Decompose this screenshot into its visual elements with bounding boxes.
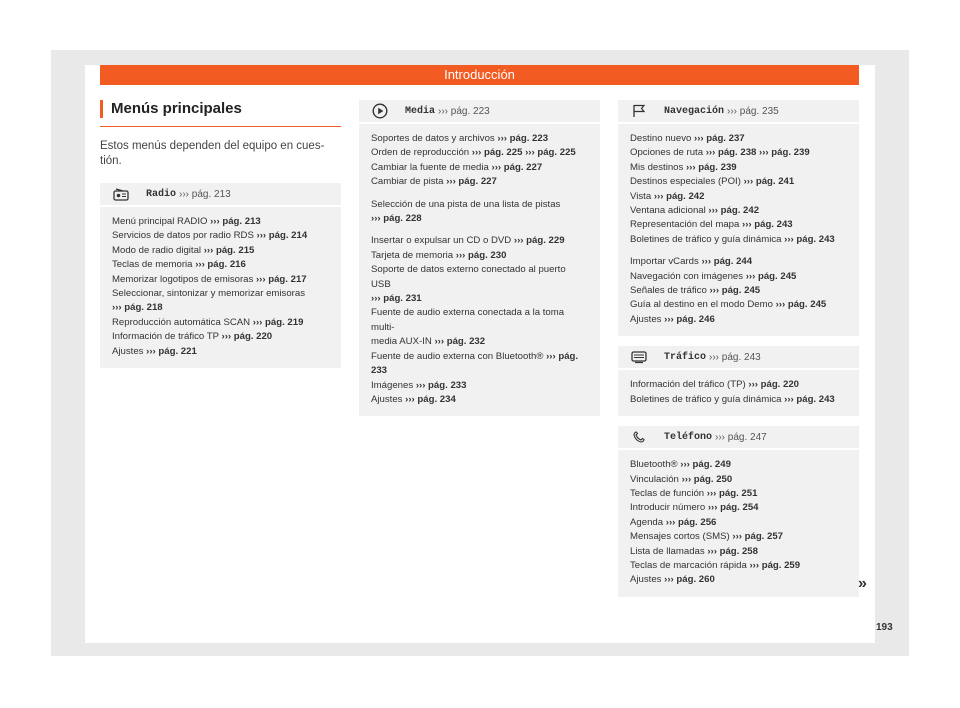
traffic-list [618, 370, 859, 416]
section-title: Menús principales [100, 100, 341, 118]
list-item-ref: ››› pág. 254 [707, 502, 759, 514]
list-gap [371, 190, 588, 198]
list-item-text: Información de tráfico TP [112, 331, 222, 343]
section-divider [100, 126, 341, 127]
navigation-box-header [618, 100, 859, 124]
media-ref: ››› pág. 223 [438, 105, 490, 117]
list-item-text: Vinculación [630, 473, 682, 485]
list-item-ref: ››› pág. 220 [748, 379, 800, 391]
list-item-ref: ››› pág. 241 [743, 176, 795, 188]
list-item-text: Navegación con imágenes [630, 270, 746, 282]
list-item [112, 215, 329, 229]
phone-list [618, 450, 859, 597]
traffic-box-header [618, 346, 859, 370]
list-item-text: Menú principal RADIO [112, 216, 211, 227]
phone-title: Teléfono [664, 431, 713, 443]
list-item-ref: ››› pág. 227 [491, 161, 543, 173]
list-item-ref: ››› pág. 243 [784, 233, 835, 245]
continued-marker: » [858, 575, 867, 592]
list-item [112, 258, 329, 272]
traffic-title: Tráfico [664, 351, 707, 363]
flag-icon [630, 104, 648, 118]
list-item-text: Ventana adicional [630, 205, 709, 217]
list-item-text: Representación del mapa [630, 219, 742, 231]
list-item [630, 298, 847, 312]
list-item-ref: ››› pág. 228 [371, 213, 422, 225]
list-item [371, 393, 588, 407]
navigation-ref: ››› pág. 235 [727, 105, 779, 117]
list-item-text: Ajustes [112, 345, 147, 357]
list-item-text: Cambiar de pista [371, 176, 447, 188]
traffic-icon [630, 350, 648, 364]
list-item-ref: ››› pág. 225 ››› pág. 225 [471, 147, 576, 159]
list-item [371, 350, 588, 379]
list-item [371, 379, 588, 393]
list-item-text: Seleccionar, sintonizar y memorizar emisoras [112, 288, 306, 300]
list-gap [371, 226, 588, 234]
list-item [630, 270, 847, 284]
list-item-ref: ››› pág. 234 [405, 393, 456, 405]
list-item-text: Importar vCards [630, 256, 702, 268]
radio-box [100, 183, 341, 368]
list-item-ref: ››› pág. 229 [513, 235, 565, 247]
play-icon [371, 104, 389, 118]
list-item [371, 161, 588, 175]
list-item-ref: ››› pág. 231 [371, 293, 422, 305]
list-item [630, 393, 847, 407]
list-item [630, 473, 847, 487]
column-left [100, 100, 341, 368]
list-item [630, 545, 847, 559]
list-item-ref: ››› pág. 218 [112, 302, 163, 314]
list-item [371, 175, 588, 189]
list-item [371, 132, 588, 146]
list-item [112, 316, 329, 330]
list-item [630, 458, 847, 472]
list-item-ref: ››› pág. 227 [446, 176, 497, 188]
list-item [630, 487, 847, 501]
list-item [112, 229, 329, 243]
list-item [630, 516, 847, 530]
list-item-ref: ››› pág. 242 [708, 205, 760, 217]
list-item [371, 146, 588, 160]
list-item [630, 255, 847, 269]
list-item-ref: ››› pág. 260 [664, 574, 715, 586]
phone-icon [630, 430, 648, 444]
list-item-ref: ››› pág. 256 [665, 516, 717, 528]
list-item-text: Tarjeta de memoria [371, 249, 456, 261]
list-item [630, 132, 847, 146]
list-item [630, 501, 847, 515]
list-item-text: Destinos especiales (POI) [630, 176, 744, 188]
list-item-text: Ajustes [630, 313, 665, 325]
list-item-ref: ››› pág. 239 [685, 161, 737, 173]
list-item [630, 204, 847, 218]
list-item-text: Boletines de tráfico y guía dinámica [630, 393, 785, 405]
list-item [630, 559, 847, 573]
list-item-text: Fuente de audio externa conectada a la toma multi- [371, 307, 565, 333]
list-item-ref: ››› pág. 242 [653, 190, 705, 202]
list-item-text: Teclas de función [630, 487, 707, 499]
list-item-ref: ››› pág. 233 [415, 379, 467, 391]
list-item-ref: ››› pág. 245 [745, 270, 797, 282]
list-item-text: Soporte de datos externo conectado al puerto USB [371, 264, 566, 290]
navigation-box [618, 100, 859, 336]
list-item [630, 284, 847, 298]
list-item-ref: ››› pág. 223 [497, 133, 549, 144]
list-item-ref: ››› pág. 238 ››› pág. 239 [705, 147, 810, 159]
list-item-ref: ››› pág. 220 [221, 331, 273, 343]
list-item [630, 175, 847, 189]
list-item-ref: ››› pág. 245 [775, 299, 827, 311]
radio-title: Radio [146, 188, 177, 200]
list-item [112, 330, 329, 344]
list-gap [630, 247, 847, 255]
media-box [359, 100, 600, 416]
list-item-text: Modo de radio digital [112, 244, 204, 256]
phone-ref: ››› pág. 247 [715, 431, 767, 443]
list-item-text: Guía al destino en el modo Demo [630, 299, 776, 311]
list-item-ref: ››› pág. 230 [455, 249, 507, 261]
list-item-text: Imágenes [371, 379, 416, 391]
list-item-ref: ››› pág. 237 [694, 133, 745, 144]
phone-box-header [618, 426, 859, 450]
list-item [112, 244, 329, 258]
list-item-text: Mensajes cortos (SMS) [630, 531, 733, 543]
column-right [618, 100, 859, 597]
list-item [112, 287, 329, 301]
list-item-text: Boletines de tráfico y guía dinámica [630, 233, 785, 245]
list-item-text: Teclas de memoria [112, 259, 196, 271]
column-middle [359, 100, 600, 416]
list-item [112, 273, 329, 287]
list-item [630, 218, 847, 232]
list-item [371, 335, 588, 349]
list-item-ref: ››› pág. 244 [701, 256, 753, 268]
traffic-ref: ››› pág. 243 [709, 351, 761, 363]
list-item-text: Vista [630, 190, 654, 202]
list-item-ref: ››› pág. 249 [680, 459, 731, 471]
list-item-text: Información del tráfico (TP) [630, 379, 749, 391]
list-item-ref: ››› pág. 213 [210, 216, 261, 227]
list-item-ref: ››› pág. 216 [195, 259, 246, 271]
list-item-text: Ajustes [371, 393, 406, 405]
page-number: 193 [876, 622, 893, 633]
section-intro: Estos menús dependen del equipo en cues-tión. [100, 140, 325, 167]
list-item [371, 234, 588, 248]
list-item [371, 198, 588, 212]
list-item [112, 301, 329, 315]
list-item-text: Lista de llamadas [630, 545, 708, 557]
list-item [112, 345, 329, 359]
radio-box-header [100, 183, 341, 207]
list-item [371, 263, 588, 292]
list-item-ref: ››› pág. 250 [681, 473, 733, 485]
list-item-ref: ››› pág. 257 [732, 531, 784, 543]
list-item-ref: ››› pág. 259 [749, 559, 801, 571]
media-title: Media [405, 105, 436, 117]
list-item [371, 306, 588, 335]
list-item-ref: ››› pág. 233 [371, 350, 579, 377]
navigation-title: Navegación [664, 105, 725, 117]
list-item-text: Cambiar la fuente de media [371, 161, 492, 173]
list-item [630, 378, 847, 392]
list-item-text: Servicios de datos por radio RDS [112, 230, 257, 242]
list-item-ref: ››› pág. 258 [707, 545, 758, 557]
chapter-header: Introducción [100, 65, 859, 85]
list-item [630, 233, 847, 247]
list-item [630, 146, 847, 160]
list-item-ref: ››› pág. 246 [664, 313, 715, 325]
phone-box [618, 426, 859, 597]
list-item [371, 212, 588, 226]
list-item-ref: ››› pág. 245 [709, 285, 761, 297]
list-item-text: Destino nuevo [630, 133, 694, 144]
list-item-text: Señales de tráfico [630, 285, 710, 297]
list-item-ref: ››› pág. 217 [255, 273, 307, 285]
list-item-ref: ››› pág. 215 [203, 244, 255, 256]
list-item [630, 573, 847, 587]
list-item-text: Teclas de marcación rápida [630, 559, 750, 571]
list-item-text: Fuente de audio externa con Bluetooth® [371, 350, 547, 362]
list-item-text: Ajustes [630, 574, 665, 586]
list-item-text: Insertar o expulsar un CD o DVD [371, 235, 514, 247]
list-item-text: Mis destinos [630, 161, 686, 173]
list-item [371, 292, 588, 306]
list-item-ref: ››› pág. 251 [706, 487, 758, 499]
list-item [630, 313, 847, 327]
list-item-text: Memorizar logotipos de emisoras [112, 273, 256, 285]
list-item-ref: ››› pág. 232 [434, 336, 486, 348]
list-item-ref: ››› pág. 221 [146, 345, 197, 357]
list-item-text: Reproducción automática SCAN [112, 316, 253, 328]
radio-list [100, 207, 341, 368]
media-box-header [359, 100, 600, 124]
list-item [630, 161, 847, 175]
list-item [371, 249, 588, 263]
list-item-text: Agenda [630, 516, 666, 528]
list-item-ref: ››› pág. 219 [252, 316, 304, 328]
list-item [630, 530, 847, 544]
list-item-text: Selección de una pista de una lista de pistas [371, 198, 561, 210]
list-item-ref: ››› pág. 214 [256, 230, 308, 242]
list-item-text: Soportes de datos y archivos [371, 133, 498, 144]
list-item-text: Orden de reproducción [371, 147, 472, 159]
navigation-list [618, 124, 859, 336]
list-item-text: Introducir número [630, 502, 708, 514]
traffic-box [618, 346, 859, 416]
list-item-text: Opciones de ruta [630, 147, 706, 159]
radio-icon [112, 187, 130, 201]
radio-ref: ››› pág. 213 [179, 188, 231, 200]
list-item-text: Bluetooth® [630, 459, 681, 471]
list-item [630, 190, 847, 204]
list-item-text: media AUX-IN [371, 336, 435, 348]
list-item-ref: ››› pág. 243 [742, 219, 793, 231]
list-item-ref: ››› pág. 243 [784, 393, 835, 405]
media-list [359, 124, 600, 416]
